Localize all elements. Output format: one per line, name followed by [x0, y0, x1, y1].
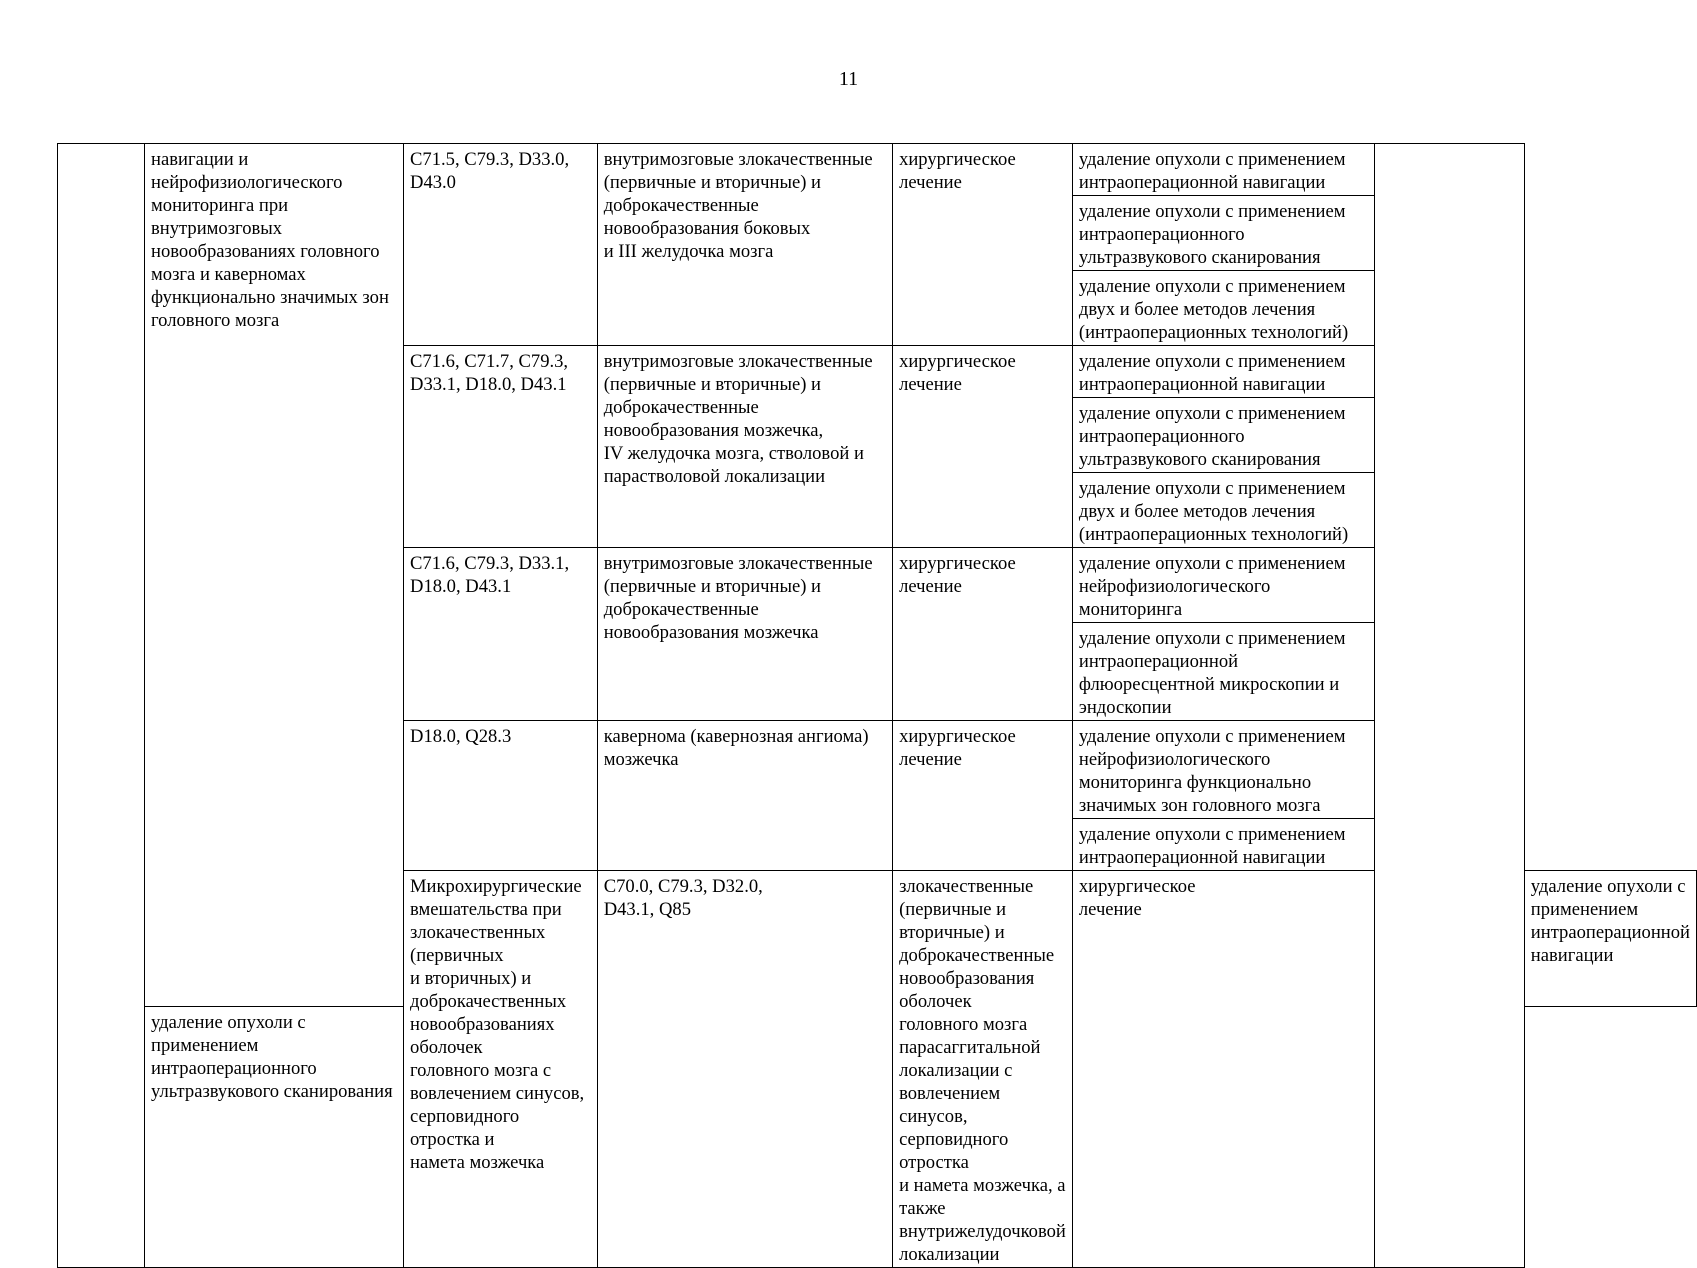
treatment-type-cell: хирургическое лечение	[893, 721, 1073, 871]
method-cell: удаление опухоли с применением интраоперационной навигации	[1072, 819, 1374, 871]
icd-codes-cell: D18.0, Q28.3	[404, 721, 598, 871]
group-title-cell: навигации и нейрофизиологического мониторинга при внутримозговых новообразованиях головного мозга и каверномах функционально значимых зон головного мозга	[145, 144, 404, 1007]
method-cell: удаление опухоли с применением двух и более методов лечения (интраоперационных технологий)	[1072, 271, 1374, 346]
method-cell: удаление опухоли с применением интраоперационной флюоресцентной микроскопии и эндоскопии	[1072, 623, 1374, 721]
method-cell: удаление опухоли с применением интраоперационного ультразвукового сканирования	[145, 1006, 404, 1267]
extra-cell	[1374, 144, 1524, 1268]
icd-codes-cell: C71.5, C79.3, D33.0, D43.0	[404, 144, 598, 346]
method-cell: удаление опухоли с применением интраоперационного ультразвукового сканирования	[1072, 196, 1374, 271]
diagnosis-cell: кавернома (кавернозная ангиома) мозжечка	[597, 721, 892, 871]
diagnosis-cell: внутримозговые злокачественные (первичные и вторичные) и доброкачественные новообразования боковых и III желудочка мозга	[597, 144, 892, 346]
treatment-type-cell: хирургическое лечение	[893, 144, 1073, 346]
method-cell: удаление опухоли с применением нейрофизиологического мониторинга функционально значимых зон головного мозга	[1072, 721, 1374, 819]
method-cell: удаление опухоли с применением интраоперационной навигации	[1072, 144, 1374, 196]
method-cell: удаление опухоли с применением нейрофизиологического мониторинга	[1072, 548, 1374, 623]
group-title-cell: Микрохирургические вмешательства при злокачественных (первичных и вторичных) и доброкачественных новообразованиях оболочек головного мозга с вовлечением синусов, серповидного отростка и намета мозжечка	[404, 871, 598, 1268]
treatment-type-cell: хирургическое лечение	[893, 346, 1073, 548]
table-row	[58, 144, 1697, 196]
method-cell: удаление опухоли с применением интраоперационной навигации	[1072, 346, 1374, 398]
number-cell	[58, 144, 145, 1268]
diagnosis-cell: внутримозговые злокачественные (первичные и вторичные) и доброкачественные новообразования мозжечка, IV желудочка мозга, стволовой и парастволовой локализации	[597, 346, 892, 548]
diagnosis-cell: злокачественные (первичные и вторичные) и доброкачественные новообразования оболочек головного мозга парасаггитальной локализации с вовлечением синусов, серповидного отростка и намета мозжечка, а также внутрижелудочковой локализации	[893, 871, 1073, 1268]
medical-procedures-table	[57, 143, 1697, 1268]
method-cell: удаление опухоли с применением интраоперационной навигации	[1524, 871, 1696, 1007]
treatment-type-cell: хирургическое лечение	[893, 548, 1073, 721]
method-cell: удаление опухоли с применением двух и более методов лечения (интраоперационных технологий)	[1072, 473, 1374, 548]
icd-codes-cell: C71.6, C71.7, C79.3, D33.1, D18.0, D43.1	[404, 346, 598, 548]
method-cell: удаление опухоли с применением интраоперационного ультразвукового сканирования	[1072, 398, 1374, 473]
page-number: 11	[838, 68, 859, 90]
diagnosis-cell: внутримозговые злокачественные (первичные и вторичные) и доброкачественные новообразования мозжечка	[597, 548, 892, 721]
treatment-type-cell: хирургическое лечение	[1072, 871, 1374, 1268]
icd-codes-cell: C71.6, C79.3, D33.1, D18.0, D43.1	[404, 548, 598, 721]
icd-codes-cell: C70.0, C79.3, D32.0, D43.1, Q85	[597, 871, 892, 1268]
